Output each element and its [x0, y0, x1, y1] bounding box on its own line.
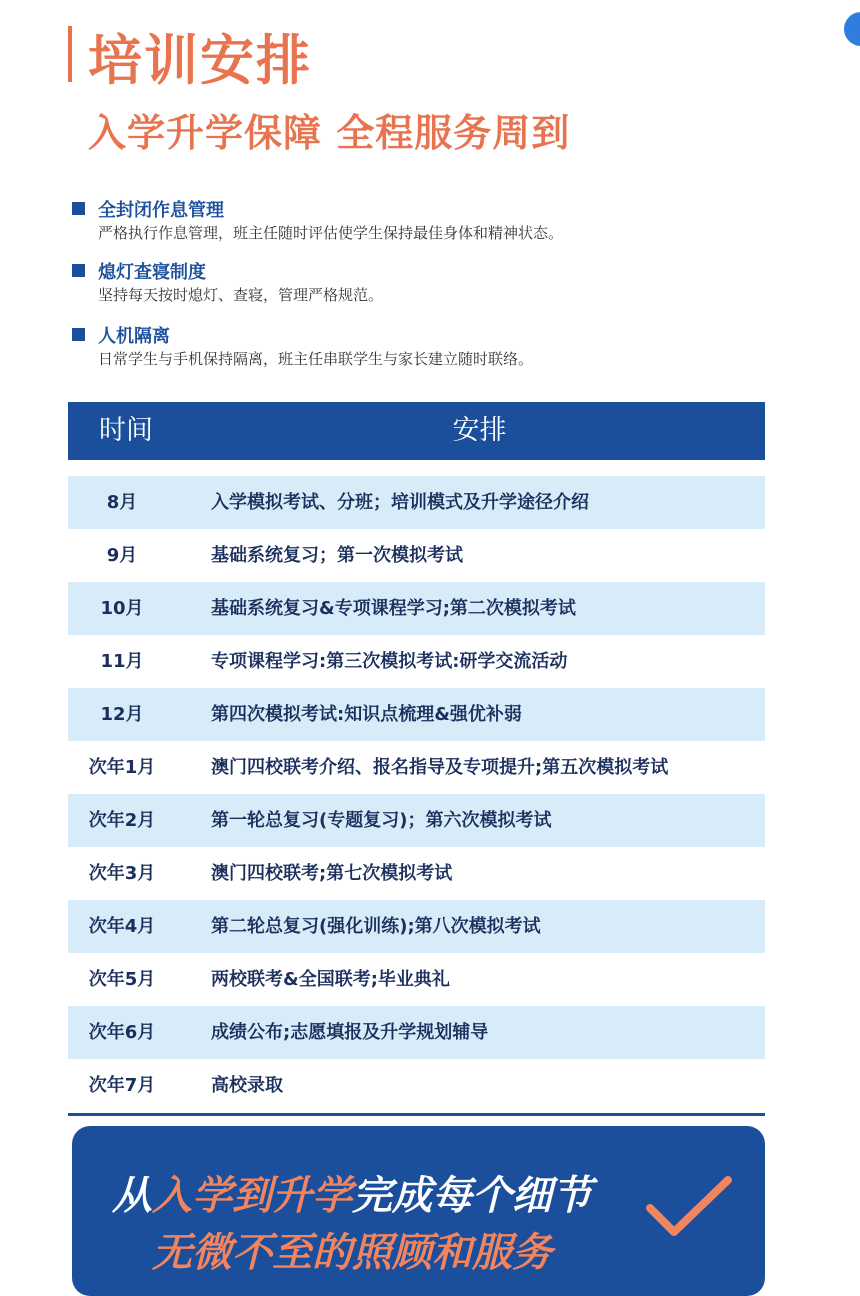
row-plan: 第四次模拟考试:知识点梳理&强优补弱 [211, 704, 522, 725]
table-row [68, 900, 765, 953]
row-plan: 第二轮总复习(强化训练);第八次模拟考试 [211, 916, 541, 937]
table-row [68, 582, 765, 635]
row-month: 10月 [100, 598, 144, 619]
floating-avatar-icon[interactable] [844, 12, 860, 46]
row-plan: 澳门四校联考;第七次模拟考试 [211, 863, 453, 884]
schedule-table-header [68, 402, 765, 460]
table-row [68, 688, 765, 741]
row-plan: 基础系统复习&专项课程学习;第二次模拟考试 [211, 598, 576, 619]
row-month: 12月 [100, 704, 144, 725]
banner-line-1 [112, 1164, 592, 1221]
promo-banner [72, 1126, 765, 1296]
table-row [68, 953, 765, 1006]
feature-description: 严格执行作息管理，班主任随时评估使学生保持最佳身体和精神状态。 [98, 224, 564, 242]
table-row [68, 794, 765, 847]
row-plan: 高校录取 [211, 1075, 283, 1096]
banner-text-part: 从 [112, 1173, 152, 1219]
row-month: 次年4月 [88, 916, 156, 937]
feature-title: 全封闭作息管理 [98, 200, 224, 221]
row-plan: 澳门四校联考介绍、报名指导及专项提升;第五次模拟考试 [211, 757, 669, 778]
table-row [68, 635, 765, 688]
row-plan: 成绩公布;志愿填报及升学规划辅导 [211, 1022, 489, 1043]
row-plan: 第一轮总复习(专题复习)；第六次模拟考试 [211, 810, 552, 831]
table-row [68, 476, 765, 529]
feature-title: 熄灯查寝制度 [98, 262, 206, 283]
check-icon [644, 1172, 734, 1242]
divider [68, 1113, 765, 1116]
banner-text-highlight: 入学到升学 [152, 1173, 352, 1219]
banner-line-2: 无微不至的照顾和服务 [152, 1230, 552, 1276]
table-row [68, 847, 765, 900]
column-header-time: 时间 [99, 415, 153, 446]
bullet-square-icon [72, 328, 85, 341]
table-row [68, 741, 765, 794]
feature-description: 坚持每天按时熄灯、查寝，管理严格规范。 [98, 286, 384, 304]
row-plan: 基础系统复习；第一次模拟考试 [211, 545, 463, 566]
title-accent-bar [68, 26, 72, 82]
row-month: 8月 [106, 492, 138, 513]
feature-description: 日常学生与手机保持隔离，班主任串联学生与家长建立随时联络。 [98, 350, 534, 368]
bullet-square-icon [72, 202, 85, 215]
column-header-plan: 安排 [452, 415, 507, 446]
row-month: 次年6月 [88, 1022, 156, 1043]
table-row [68, 1006, 765, 1059]
row-month: 次年2月 [88, 810, 156, 831]
row-month: 11月 [100, 651, 144, 672]
row-plan: 入学模拟考试、分班；培训模式及升学途径介绍 [211, 492, 589, 513]
row-month: 次年5月 [88, 969, 156, 990]
schedule-table-body [68, 476, 765, 1112]
row-plan: 专项课程学习:第三次模拟考试:研学交流活动 [211, 651, 568, 672]
row-month: 次年7月 [88, 1075, 156, 1096]
bullet-square-icon [72, 264, 85, 277]
table-row [68, 529, 765, 582]
page-title: 培训安排 [88, 29, 312, 92]
row-plan: 两校联考&全国联考;毕业典礼 [211, 969, 450, 990]
row-month: 9月 [106, 545, 138, 566]
row-month: 次年1月 [88, 757, 156, 778]
table-row [68, 1059, 765, 1112]
row-month: 次年3月 [88, 863, 156, 884]
feature-title: 人机隔离 [98, 326, 170, 347]
page-subtitle: 入学升学保障 全程服务周到 [88, 111, 571, 155]
banner-text-part: 完成每个细节 [352, 1173, 592, 1219]
